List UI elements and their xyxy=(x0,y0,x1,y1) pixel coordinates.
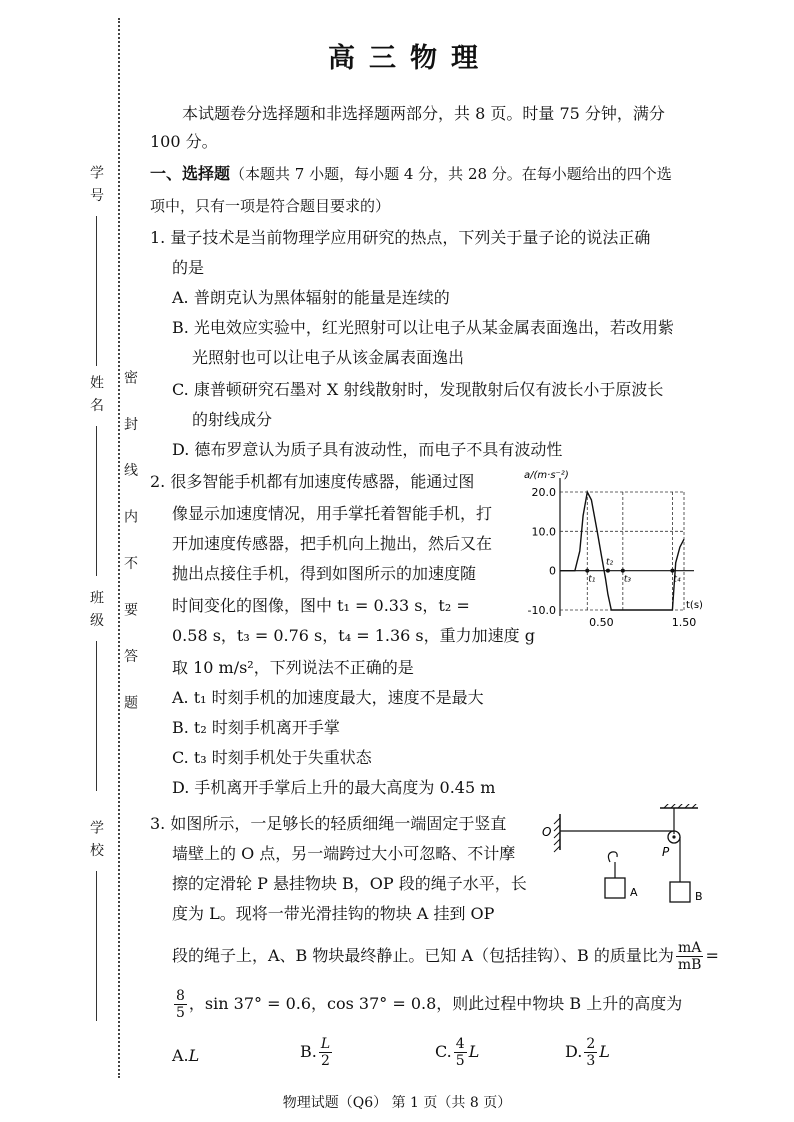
time-marker-label: t₃ xyxy=(623,574,631,585)
student-id-label: 学 号 xyxy=(88,165,104,204)
x-tick-label: 1.50 xyxy=(671,616,697,629)
time-marker xyxy=(606,569,610,573)
student-id-field xyxy=(86,165,106,366)
q3-option-d-numerator: 2 xyxy=(586,1036,596,1052)
pulley-figure xyxy=(538,804,718,920)
q1-stem-1: 1. 量子技术是当前物理学应用研究的热点，下列关于量子论的说法正确 xyxy=(150,228,651,247)
school-field xyxy=(86,820,106,1021)
name-field xyxy=(86,375,106,576)
time-marker-label: t₄ xyxy=(673,574,681,585)
label-p: P xyxy=(662,845,670,859)
q3-option-a-label: A. xyxy=(172,1046,189,1065)
q3-option-b-denominator: 2 xyxy=(321,1053,330,1069)
q3-stem-5-equals: = xyxy=(705,946,719,965)
q2-option-a: A. t₁ 时刻手机的加速度最大，速度不是最大 xyxy=(172,688,484,707)
q3-stem-6 xyxy=(172,988,682,1021)
q3-stem-1: 3. 如图所示，一足够长的轻质细绳一端固定于竖直 xyxy=(150,814,507,833)
page-title: 高三物理 xyxy=(328,43,492,74)
q2-stem-2: 像显示加速度情况，用手掌托着智能手机，打 xyxy=(172,504,493,523)
q1-option-b-2: 光照射也可以让电子从该金属表面逸出 xyxy=(192,348,465,367)
y-tick-label: 10.0 xyxy=(531,525,556,539)
section-1-header xyxy=(150,162,672,186)
mass-ratio-fraction xyxy=(676,940,704,973)
q2-stem-7: 取 10 m/s²，下列说法不正确的是 xyxy=(172,658,414,677)
block-b xyxy=(670,882,690,902)
q3-option-b xyxy=(300,1036,334,1069)
class-field xyxy=(86,590,106,791)
time-marker-label: t₁ xyxy=(588,574,596,585)
acceleration-time-chart xyxy=(522,468,718,636)
intro-line-1: 本试题卷分选择题和非选择题两部分，共 8 页。时量 75 分钟，满分 xyxy=(182,104,665,123)
time-marker xyxy=(621,569,625,573)
block-a xyxy=(605,878,625,898)
page-footer: 物理试题（Q6） 第 1 页（共 8 页） xyxy=(282,1095,512,1111)
q3-stem-6-text: ，sin 37° = 0.6，cos 37° = 0.8，则此过程中物块 B 上升的高度为 xyxy=(188,994,683,1013)
q2-option-d: D. 手机离开手掌后上升的最大高度为 0.45 m xyxy=(172,778,496,797)
q3-option-d-label: D. xyxy=(565,1042,583,1061)
q2-stem-4: 抛出点接住手机，得到如图所示的加速度随 xyxy=(172,564,477,583)
q1-stem-2: 的是 xyxy=(172,258,205,277)
section-1-note-2: 项中，只有一项是符合题目要求的） xyxy=(150,197,391,215)
q3-option-c-tail: L xyxy=(468,1042,480,1061)
q3-option-a xyxy=(172,1044,199,1068)
class-blank xyxy=(96,641,97,791)
q3-stem-5 xyxy=(172,940,722,973)
q3-option-d-fraction xyxy=(584,1036,597,1069)
hook-a xyxy=(608,852,617,862)
q2-option-c: C. t₃ 时刻手机处于失重状态 xyxy=(172,748,372,767)
q2-stem-3: 开加速度传感器，把手机向上抛出，然后又在 xyxy=(172,534,493,553)
label-a: A xyxy=(630,886,638,899)
q3-option-a-value: L xyxy=(188,1046,200,1065)
student-id-blank xyxy=(96,216,97,366)
q2-stem-6: 0.58 s，t₃ = 0.76 s，t₄ = 1.36 s，重力加速度 g xyxy=(172,626,535,645)
q3-option-d-denominator: 3 xyxy=(586,1053,596,1069)
acceleration-curve xyxy=(560,492,684,610)
q3-option-d-tail: L xyxy=(599,1042,610,1061)
y-tick-label: 0 xyxy=(549,564,556,578)
x-axis-label: t(s) xyxy=(686,600,703,611)
q3-stem-5-text: 段的绳子上，A、B 物块最终静止。已知 A（包括挂钩）、B 的质量比为 xyxy=(172,946,674,965)
label-o: O xyxy=(542,825,552,839)
name-blank xyxy=(96,426,97,576)
mass-ratio-denominator: mB xyxy=(677,957,702,973)
seal-notice: 密 封 线 内 不 要 答 题 xyxy=(122,370,138,724)
q1-option-d: D. 德布罗意认为质子具有波动性，而电子不具有波动性 xyxy=(172,440,563,459)
q3-option-b-numerator: L xyxy=(320,1036,331,1052)
q3-option-c-label: C. xyxy=(435,1042,452,1061)
school-label: 学 校 xyxy=(88,820,104,859)
section-1-title: 一、选择题 xyxy=(150,164,231,183)
mass-ratio-numerator: mA xyxy=(676,940,704,957)
intro-line-2: 100 分。 xyxy=(150,132,218,151)
q3-option-c-denominator: 5 xyxy=(455,1053,465,1069)
q1-option-a: A. 普朗克认为黑体辐射的能量是连续的 xyxy=(172,288,450,307)
pulley-axle xyxy=(672,835,675,838)
q3-option-b-fraction xyxy=(319,1036,332,1069)
wall-hatching xyxy=(554,818,560,852)
q2-stem-1: 2. 很多智能手机都有加速度传感器，能通过图 xyxy=(150,472,475,491)
y-axis-label: a/(m·s⁻²) xyxy=(524,470,569,481)
q3-option-c-numerator: 4 xyxy=(455,1036,465,1052)
ratio-value-numerator: 8 xyxy=(176,988,185,1004)
q1-option-c-1: C. 康普顿研究石墨对 X 射线散射时，发现散射后仅有波长小于原波长 xyxy=(172,380,664,399)
binding-margin xyxy=(0,0,150,1122)
q3-option-d xyxy=(565,1036,610,1069)
q3-stem-4: 度为 L。现将一带光滑挂钩的物块 A 挂到 OP xyxy=(172,904,495,923)
x-tick-label: 0.50 xyxy=(589,616,614,629)
q3-stem-3: 擦的定滑轮 P 悬挂物块 B，OP 段的绳子水平，长 xyxy=(172,874,527,893)
school-blank xyxy=(96,871,97,1021)
y-tick-label: -10.0 xyxy=(527,604,556,617)
q3-option-c xyxy=(435,1036,479,1069)
ratio-value-fraction xyxy=(174,988,187,1021)
q3-option-b-label: B. xyxy=(300,1042,317,1061)
class-label: 班 级 xyxy=(88,590,104,629)
section-1-note-1: （本题共 7 小题，每小题 4 分，共 28 分。在每小题给出的四个选 xyxy=(230,165,672,183)
ratio-value-denominator: 5 xyxy=(176,1005,185,1021)
q1-option-c-2: 的射线成分 xyxy=(192,410,273,429)
y-tick-label: 20.0 xyxy=(531,486,556,499)
name-label: 姓 名 xyxy=(88,375,104,414)
q3-stem-2: 墙壁上的 O 点，另一端跨过大小可忽略、不计摩 xyxy=(172,844,516,863)
q3-option-c-fraction xyxy=(454,1036,467,1069)
q1-option-b-1: B. 光电效应实验中，红光照射可以让电子从某金属表面逸出，若改用紫 xyxy=(172,318,674,337)
label-b: B xyxy=(695,890,703,903)
q2-stem-5: 时间变化的图像，图中 t₁ = 0.33 s，t₂ = xyxy=(172,596,470,615)
time-marker xyxy=(670,569,674,573)
time-marker-label: t₂ xyxy=(605,557,614,568)
time-marker xyxy=(585,569,589,573)
q2-option-b: B. t₂ 时刻手机离开手掌 xyxy=(172,718,340,737)
